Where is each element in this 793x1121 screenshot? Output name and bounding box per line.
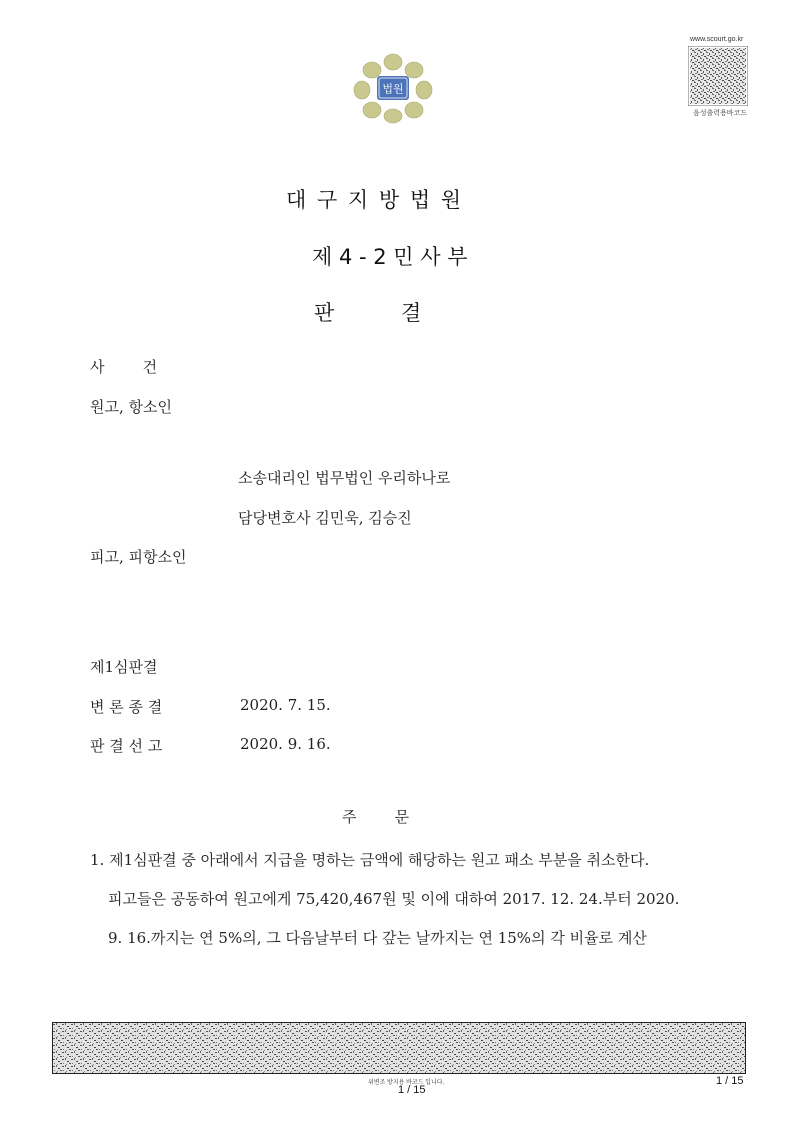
order-line-3: 9. 16.까지는 연 5%의, 그 다음날부터 다 갚는 날까지는 연 15%의 각 비율로 계산 [108, 929, 647, 947]
page-number-center: 1 / 15 [398, 1084, 426, 1096]
counsel-lawyers: 담당변호사 김민욱, 김승진 [238, 509, 412, 527]
qr-code-icon [688, 46, 748, 106]
judgment-label: 판 결 선 고 [90, 737, 163, 755]
first-instance-label: 제1심판결 [90, 658, 158, 676]
qr-caption: 음성출력용바코드 [693, 110, 748, 117]
page-number-right: 1 / 15 [716, 1075, 744, 1087]
argument-closed-label: 변 론 종 결 [90, 698, 163, 716]
order-line-2: 피고들은 공동하여 원고에게 75,420,467원 및 이에 대하여 2017. 12. 24.부터 2020. [108, 890, 680, 908]
order-heading: 주 문 [342, 808, 410, 826]
order-line-1: 1. 제1심판결 중 아래에서 지급을 명하는 금액에 해당하는 원고 패소 부분을 취소한다. [90, 851, 650, 869]
emblem-text: 법원 [382, 82, 404, 96]
court-emblem-icon [352, 52, 434, 124]
case-label: 사 건 [90, 358, 158, 376]
defendant-label: 피고, 피항소인 [90, 548, 187, 566]
document-type: 판 결 [314, 301, 422, 325]
plaintiff-label: 원고, 항소인 [90, 398, 172, 416]
division-name: 제 4 - 2 민 사 부 [312, 245, 468, 269]
anti-forgery-barcode-icon [52, 1022, 746, 1074]
court-name: 대 구 지 방 법 원 [286, 188, 464, 212]
argument-closed-date: 2020. 7. 15. [240, 696, 331, 714]
qr-url-text: www.scourt.go.kr [690, 36, 744, 43]
counsel-firm: 소송대리인 법무법인 우리하나로 [238, 469, 451, 487]
judgment-date: 2020. 9. 16. [240, 735, 331, 753]
footer-notice: 위변조 방지용 바코드 입니다. [368, 1080, 445, 1086]
